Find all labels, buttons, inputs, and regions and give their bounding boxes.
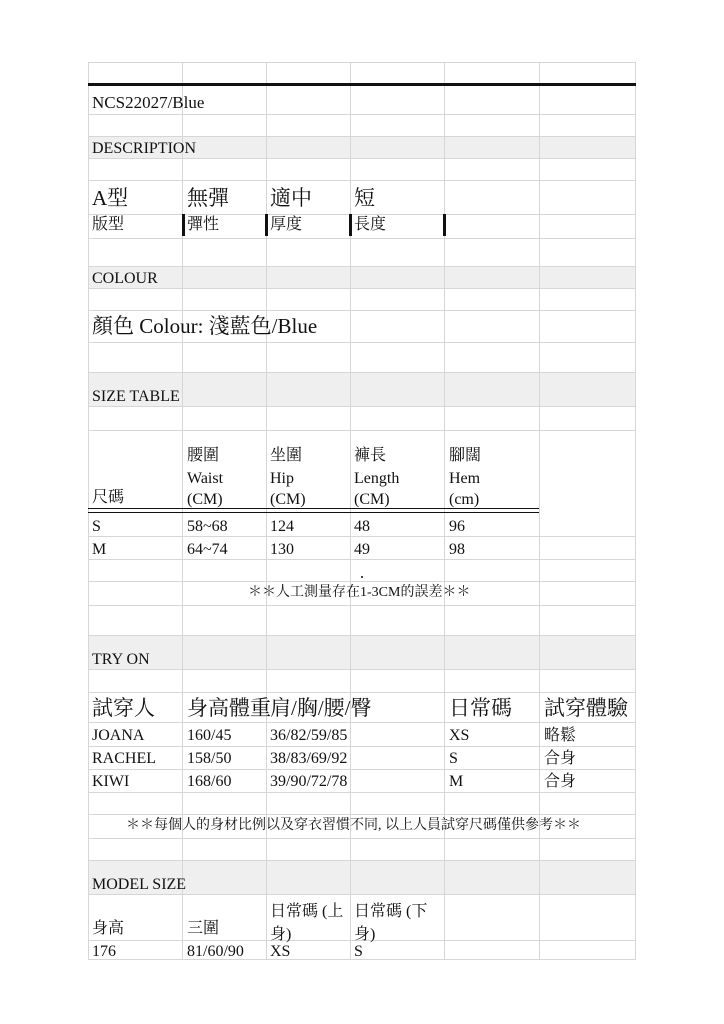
waist-header-unit: (CM) <box>187 491 223 508</box>
model-bottom-size: S <box>354 943 363 960</box>
try-on-name: JOANA <box>92 727 145 744</box>
grid-line <box>88 266 636 267</box>
hem-header-zh: 腳闊 <box>449 447 482 464</box>
try-on-header-name: 試穿人 <box>92 696 155 720</box>
model-top-size-header: 日常碼 (上身) <box>270 903 344 943</box>
size-table-heading: SIZE TABLE <box>92 388 180 405</box>
hip-header-unit: (CM) <box>270 491 306 508</box>
grid-line <box>88 559 636 560</box>
model-height-header: 身高 <box>92 920 125 937</box>
grid-line <box>88 62 89 960</box>
hip-header-zh: 坐圍 <box>270 447 303 464</box>
try-on-measure: 39/90/72/78 <box>270 773 348 790</box>
grid-line <box>88 214 636 215</box>
try-on-name: RACHEL <box>92 750 156 767</box>
grid-line <box>88 114 636 115</box>
thickness-label: 厚度 <box>270 216 303 233</box>
size-s-length: 48 <box>354 518 370 535</box>
length-header-en: Length <box>354 470 400 487</box>
try-on-header-size: 日常碼 <box>449 696 512 720</box>
try-on-header-height-weight: 身高體重 <box>187 696 271 720</box>
stretch-value: 無彈 <box>187 186 229 210</box>
size-header-rule <box>88 512 539 513</box>
model-measurements: 81/60/90 <box>187 943 244 960</box>
grid-line <box>88 605 636 606</box>
grid-line <box>88 692 636 693</box>
model-measurements-header: 三圍 <box>187 920 220 937</box>
try-on-hw: 158/50 <box>187 750 232 767</box>
attribute-marker <box>265 214 268 236</box>
try-on-hw: 168/60 <box>187 773 232 790</box>
length-header-zh: 褲長 <box>354 447 387 464</box>
fit-value: A型 <box>92 186 129 210</box>
size-m: M <box>92 541 107 558</box>
grid-line <box>88 310 636 311</box>
hem-header-en: Hem <box>449 470 481 487</box>
grid-line <box>88 635 636 636</box>
length-label: 長度 <box>354 216 387 233</box>
grid-line <box>88 406 636 407</box>
try-on-measure: 38/83/69/92 <box>270 750 348 767</box>
waist-header-en: Waist <box>187 470 224 487</box>
try-on-header-measurements: 肩/胸/腰/臀 <box>270 696 372 720</box>
grid-line <box>88 288 636 289</box>
grid-line <box>88 536 636 537</box>
colour-text: 顏色 Colour: 淺藍色/Blue <box>92 314 318 338</box>
style-code: NCS22027/Blue <box>92 93 205 112</box>
waist-header-zh: 腰圍 <box>187 447 220 464</box>
size-m-hip: 130 <box>270 541 294 558</box>
grid-line <box>88 769 636 770</box>
top-rule <box>88 83 636 86</box>
try-on-hw: 160/45 <box>187 727 232 744</box>
grid-line <box>88 722 636 723</box>
stretch-label: 彈性 <box>187 216 220 233</box>
attribute-marker <box>443 214 446 236</box>
grid-line <box>88 372 636 373</box>
grid-line <box>88 581 636 582</box>
grid-line <box>88 894 636 895</box>
size-m-waist: 64~74 <box>187 541 228 558</box>
grid-line <box>88 669 636 670</box>
model-top-size: XS <box>270 943 291 960</box>
grid-line <box>88 342 636 343</box>
grid-line <box>88 746 636 747</box>
stray-dot <box>361 576 363 578</box>
size-column-header: 尺碼 <box>92 489 125 506</box>
colour-heading: COLOUR <box>92 270 158 287</box>
grid-line <box>88 158 636 159</box>
grid-line <box>88 860 636 861</box>
try-on-fit: 合身 <box>544 773 577 790</box>
grid-line <box>88 136 636 137</box>
try-on-header-fit: 試穿體驗 <box>544 696 628 720</box>
hip-header-en: Hip <box>270 470 294 487</box>
model-size-heading: MODEL SIZE <box>92 876 187 893</box>
attribute-marker <box>182 214 185 236</box>
try-on-fit: 合身 <box>544 750 577 767</box>
size-s-hip: 124 <box>270 518 294 535</box>
try-on-size: M <box>449 773 464 790</box>
colour-band <box>88 266 636 288</box>
grid-line <box>88 838 636 839</box>
thickness-value: 適中 <box>270 186 312 210</box>
model-height: 176 <box>92 943 116 960</box>
model-bottom-size-header: 日常碼 (下身) <box>354 903 428 943</box>
length-value: 短 <box>354 186 375 210</box>
try-on-size: S <box>449 750 458 767</box>
hem-header-unit: (cm) <box>449 491 480 508</box>
try-on-band <box>88 635 636 669</box>
size-m-length: 49 <box>354 541 370 558</box>
grid-line <box>88 238 636 239</box>
grid-line <box>88 430 636 431</box>
grid-line <box>88 814 636 815</box>
grid-line <box>635 62 636 960</box>
description-heading: DESCRIPTION <box>92 140 197 157</box>
size-s-waist: 58~68 <box>187 518 228 535</box>
size-s-hem: 96 <box>449 518 465 535</box>
grid-line <box>88 62 636 63</box>
try-on-size: XS <box>449 727 470 744</box>
try-on-name: KIWI <box>92 773 130 790</box>
product-size-sheet <box>88 62 636 960</box>
attribute-marker <box>349 214 352 236</box>
measurement-note: ＊＊人工測量存在1-3CM的誤差＊＊ <box>248 585 471 600</box>
try-on-fit: 略鬆 <box>544 727 577 744</box>
length-header-unit: (CM) <box>354 491 390 508</box>
size-s: S <box>92 518 101 535</box>
try-on-heading: TRY ON <box>92 651 150 668</box>
size-m-hem: 98 <box>449 541 465 558</box>
try-on-note: ＊＊每個人的身材比例以及穿衣習慣不同, 以上人員試穿尺碼僅供參考＊＊ <box>126 818 581 833</box>
fit-label: 版型 <box>92 216 125 233</box>
try-on-measure: 36/82/59/85 <box>270 727 348 744</box>
grid-line <box>88 180 636 181</box>
size-header-rule <box>88 508 539 509</box>
grid-line <box>88 792 636 793</box>
